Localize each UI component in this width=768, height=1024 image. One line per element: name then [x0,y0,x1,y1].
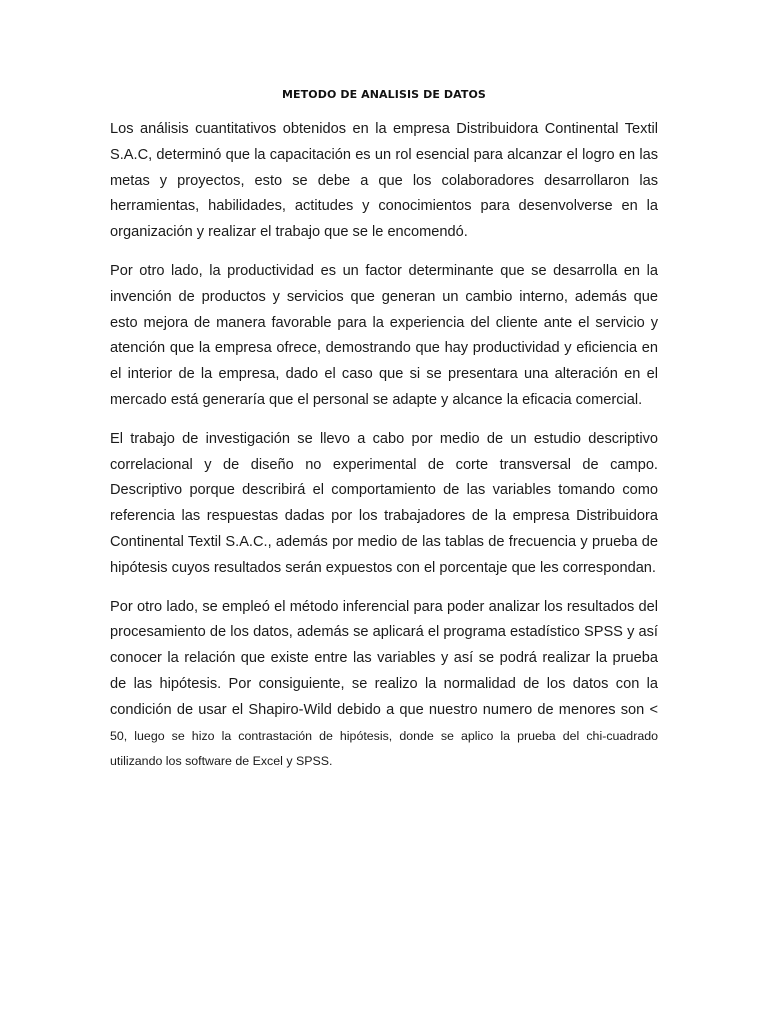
paragraph-4-small-text: 50, luego se hizo la contrastación de hipótesis, donde se aplico la prueba del chi-cuadrado utilizando los software de Excel y SPSS. [110,728,658,769]
paragraph-1: Los análisis cuantitativos obtenidos en la empresa Distribuidora Continental Textil S.A.C, determinó que la capacitación es un rol esencial para alcanzar el logro en las metas y proyectos, esto se debe a que los colaboradores desarrollaron las herramientas, habilidades, actitudes y conocimientos para desenvolverse en la organización y realizar el trabajo que se le encomendó. [110,121,658,241]
paragraph-3: El trabajo de investigación se llevo a cabo por medio de un estudio descriptivo correlacional y de diseño no experimental de corte transversal de campo. Descriptivo porque describirá el comportamiento de las variables tomando como referencia las respuestas dadas por los trabajadores de la empresa Distribuidora Continental Textil S.A.C., además por medio de las tablas de frecuencia y prueba de hipótesis cuyos resultados serán expuestos con el porcentaje que les correspondan. [110,430,658,576]
document-body [110,117,658,788]
paragraph-4 [110,595,658,776]
paragraph-2: Por otro lado, la productividad es un factor determinante que se desarrolla en la invención de productos y servicios que generan un cambio interno, además que esto mejora de manera favorable para la experiencia del cliente ante el servicio y atención que la empresa ofrece, demostrando que hay productividad y eficiencia en el interior de la empresa, dado el caso que si se presentara una alteración en el mercado está generaría que el personal se adapte y alcance la eficacia comercial. [110,262,658,408]
paragraph-4-main-text: Por otro lado, se empleó el método inferencial para poder analizar los resultados del procesamiento de los datos, además se aplicará el programa estadístico SPSS y así conocer la relación que existe entre las variables y así se podrá realizar la prueba de las hipótesis. Por consiguiente, se realizo la normalidad de los datos con la condición de usar el Shapiro-Wild debido a que nuestro numero de menores son < [110,598,658,718]
document-title: METODO DE ANALISIS DE DATOS [282,88,486,101]
